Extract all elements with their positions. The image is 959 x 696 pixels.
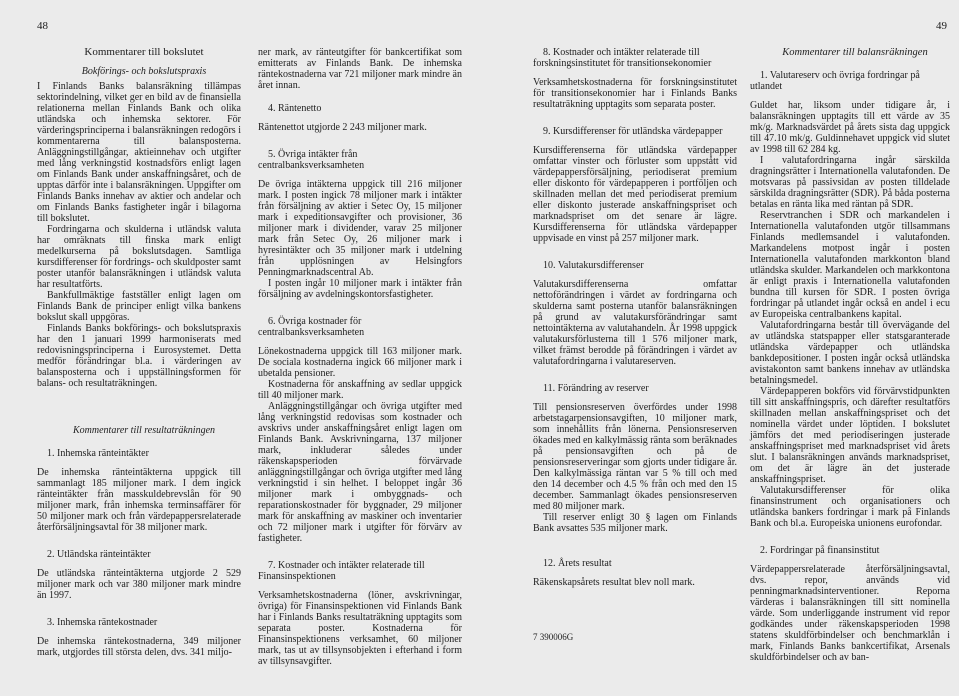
- heading: 11. Förändring av reserver: [543, 383, 649, 394]
- heading: 8. Kostnader och intäkter relaterade till forskningsinstitutet för transitionsekonomier: [533, 47, 712, 69]
- paragraph: I valutafordringarna ingår särskilda dragningsrätter i Internationella valutafonden. De motsvaras på passivsidan av posten tilldelade särskilda dragningsrätter (SDR). På båda posterna betalas en ränta lika med räntan på SDR.: [750, 155, 950, 210]
- paragraph: Finlands Banks bokförings- och bokslutspraxis har den 1 januari 1999 harmoniserats med redovisningsprinciperna i Eurosystemet. Detta medför förändringar bl.a. i värderingen av balansposterna och i uppställningsformen för balans- och resultaträkningen.: [37, 323, 241, 389]
- paragraph: Lönekostnaderna uppgick till 163 miljoner mark. De sociala kostnaderna ingick 66 miljoner mark i ubetalda pensioner.: [258, 346, 462, 379]
- paragraph: De inhemska räntekostnaderna, 349 miljoner mark, utgjordes till största delen, dvs. 341 miljo-: [37, 636, 241, 658]
- page-number-left: 48: [37, 20, 48, 32]
- page-number-right: 49: [936, 20, 947, 32]
- heading: 7. Kostnader och intäkter relaterade till Finansinspektionen: [258, 560, 425, 582]
- paragraph: Värdepappersrelaterade återförsäljningsavtal, dvs. repor, används vid penningmarknadsinterventioner. Reporna värderas i balansräkningen till sitt nominella värde. Som underliggande instrument vid repor godkändes under räkenskapsperioden 1998 statens skuldförbindelser och benchmarklån i mark, Finlands Banks bankcertifikat, Arsenals skuldförbindelser och av ban-: [750, 564, 950, 663]
- paragraph: De utländska ränteintäkterna utgjorde 2 529 miljoner mark och var 380 miljoner mark mindre än 1997.: [37, 568, 241, 601]
- paragraph: Räkenskapsårets resultat blev noll mark.: [533, 577, 695, 588]
- paragraph: De övriga intäkterna uppgick till 216 miljoner mark. I posten ingick 78 miljoner mark i intäkter från försäljning av aktier i Setec Oy, 15 miljoner mark i expeditionsavgifter och provisioner, 36 miljoner mark i dividender, varav 25 miljoner mark från Setec Oy, 26 miljoner mark i hyresintäkter och 35 miljoner mark i utdelning från upplösningen av Helsingfors Penningmarknadscentral Ab.: [258, 179, 462, 278]
- paragraph: I posten ingår 10 miljoner mark i intäkter från försäljning av avdelningskontorsfastigheter.: [258, 278, 462, 300]
- paragraph: Räntenettot utgjorde 2 243 miljoner mark.: [258, 122, 427, 133]
- column-2: [258, 47, 462, 667]
- heading: 1. Inhemska ränteintäkter: [47, 448, 149, 459]
- section-title: Kommentarer till balansräkningen: [782, 47, 928, 58]
- heading: 9. Kursdifferenser för utländska värdepapper: [543, 126, 723, 137]
- paragraph: Anläggningstillgångar och övriga utgifter med lång verkningstid redovisas som kostnader och avskrivs under anskaffningsåret enligt lagen om Finlands Bank. Avskrivningarna, 137 miljoner mark, inkluderar således under räkenskapsperioden förvärvade anläggningstillgångar och övriga utgifter med lång verkningstid i sin helhet. I beloppet ingår 36 miljoner mark i ombyggnads- och reparationskostnader för byggnader, 29 miljoner mark för anskaffning av maskiner och inventarier och 72 miljoner mark i utgifter för förvärv av fastigheter.: [258, 401, 462, 544]
- paragraph: Till reserver enligt 30 § lagen om Finlands Bank avsattes 535 miljoner mark.: [533, 512, 737, 534]
- heading: 1. Valutareserv och övriga fordringar på utlandet: [750, 70, 920, 92]
- paragraph: Verksamhetskostnaderna (löner, avskrivningar, övriga) för Finansinspektionen vid Finlands Bank har i Finlands Banks resultaträkning upptagits som separata poster. Kostnaderna för Finansinspektionens verksamhet, 60 miljoner mark, tas ut av tillsynsobjekten i efterhand i form av tillsynsavgifter.: [258, 590, 462, 667]
- paragraph: Valutakursdifferenser för olika finansinstrument och organisationers och utländska bankers fordringar i mark på Finlands Bank och bl.a. Europeiska unionens eurofondar.: [750, 485, 950, 529]
- paragraph: Bankfullmäktige fastställer enligt lagen om Finlands Bank de principer enligt vilka bankens bokslut skall uppgöras.: [37, 290, 241, 323]
- column-3: [533, 47, 737, 588]
- column-4: [750, 47, 950, 663]
- paragraph: Valutakursdifferenserna omfattar nettoförändringen i värdet av fordringarna och skulderna samt posterna utanför balansräkningen på grund av valutakursförändringar samt nettointäkterna av valutahandeln. År 1998 uppgick valutakursförlusterna till 1 576 miljoner mark, vilket främst berodde på förändringen i värdet av valutafordringarna i valutareserven.: [533, 279, 737, 367]
- heading: 3. Inhemska räntekostnader: [47, 617, 158, 628]
- heading: 2. Utländska ränteintäkter: [47, 549, 151, 560]
- heading: 6. Övriga kostnader för centralbanksverksamheten: [258, 316, 365, 338]
- column-1: [37, 47, 241, 658]
- paragraph: Kursdifferenserna för utländska värdepapper omfattar vinster och förluster som uppstått vid värdepappersförsäljning, periodiserat premium eller diskonto för värdepapperen i portföljen och skillnaden mellan det med periodiserat premium eller diskonto justerade anskaffningspriset och marknadspriset om det senare är lägre. Kursdifferenserna för utländska värdepapper uppvisade en vinst på 257 miljoner mark.: [533, 145, 737, 244]
- paragraph: De inhemska ränteintäkterna uppgick till sammanlagt 185 miljoner mark. I dem ingick ränteintäkter från masskuldebrevslån för 90 miljoner mark, från inhemska terminsaffärer för 50 miljoner mark och från värdepappersrelaterade återförsäljningsavtal för 38 miljoner mark.: [37, 467, 241, 533]
- paragraph: Valutafordringarna består till övervägande del av utländska statspapper eller statsgaranterade utländska värdepapper och utländska bankdepositioner. I posten ingår också utländska avistakonton samt bankens innehav av utländska betalningsmedel.: [750, 320, 950, 386]
- paragraph: ner mark, av ränteutgifter för bankcertifikat som emitterats av Finlands Bank. De inhemska räntekostnaderna var 721 miljoner mark mindre än året innan.: [258, 47, 462, 91]
- paragraph: Verksamhetskostnaderna för forskningsinstitutet för transitionsekonomier har i Finlands Banks resultaträkning upptagits som separata poster.: [533, 77, 737, 110]
- paragraph: I Finlands Banks balansräkning tillämpas sektorindelning, vilket ger en bild av de finansiella relationerna mellan Finlands Bank och olika utländska och inhemska sektorer. För värderingsprinciperna i balansräkningen redogörs i kommentarerna till balansposterna. Anläggningstillgångar, aktieinnehav och utgifter med lång verkningstid kostnadsförs enligt lagen om Finlands Bank under anskaffningsåret, och de upptas därför inte i balansräkningen. Uppgifter om Finlands Banks innehav av aktier och andelar och om Finlands Banks fastigheter ingår i bilagorna till bokslutet.: [37, 81, 241, 224]
- footer-code: 7 390006G: [533, 632, 574, 642]
- heading: 12. Årets resultat: [543, 558, 612, 569]
- paragraph: Värdepapperen bokförs vid förvärvstidpunkten till sitt anskaffningspris, och därefter resultatförs skillnaden mellan anskaffningspriset och det nominella värdet under löptiden. I bokslutet jämförs det med periodiseringen justerade anskaffningspriset med marknadspriset vid årets slut. I balansräkningen används marknadspriset, om det är lägre än det justerade anskaffningspriset.: [750, 386, 950, 485]
- heading: 10. Valutakursdifferenser: [543, 260, 644, 271]
- paragraph: Fordringarna och skulderna i utländsk valuta har omräknats till finska mark enligt medelkurserna på bokslutsdagen. Samtliga kursdifferenser för fordrings- och skuldposter samt poster utanför balansräkningen i utländsk valuta har resultatförts.: [37, 224, 241, 290]
- section-title: Kommentarer till bokslutet: [84, 46, 204, 58]
- paragraph: Reservtranchen i SDR och markandelen i Internationella valutafonden utgör tillsammans Finlands medlemsandel i valutafonden. Markandelens motpost ingår i posten Internationella valutafonden markkonton bland utländska skulder. Markandelen och markkontona är enligt praxis i Internationella valutafonden bundna till kursen för SDR. I posten övriga fordringar på utlandet ingår också en andel i ecu av Europeiska centralbankens kapital.: [750, 210, 950, 320]
- section-subtitle: Bokförings- och bokslutspraxis: [81, 66, 207, 77]
- paragraph: Guldet har, liksom under tidigare år, i balansräkningen upptagits till ett värde av 35 mk/g. Marknadsvärdet på årets sista dag uppgick till 47.10 mk/g. Guldinnehavet uppgick vid slutet av 1998 till 62 284 kg.: [750, 100, 950, 155]
- paragraph: Till pensionsreserven överfördes under 1998 arbetstagarpensionsavgiften, 10 miljoner mark, som innehållits från lönerna. Pensionsreserven ökades med en kalkylmässig ränta som beräknades på pensionsavgiften och på de pensionsreserveringar som gjorts under tidigare år. Den kalkylmässiga räntan var 5 % till och med den 14 december och 4.5 % från och med den 15 december. Sammanlagt ökades pensionsreserven med 80 miljoner mark.: [533, 402, 737, 512]
- heading: 5. Övriga intäkter från centralbanksverksamheten: [258, 149, 365, 171]
- heading: 2. Fordringar på finansinstitut: [760, 545, 880, 556]
- paragraph: Kostnaderna för anskaffning av sedlar uppgick till 40 miljoner mark.: [258, 379, 462, 401]
- section-subtitle: Kommentarer till resultaträkningen: [72, 425, 216, 436]
- heading: 4. Räntenetto: [268, 103, 322, 114]
